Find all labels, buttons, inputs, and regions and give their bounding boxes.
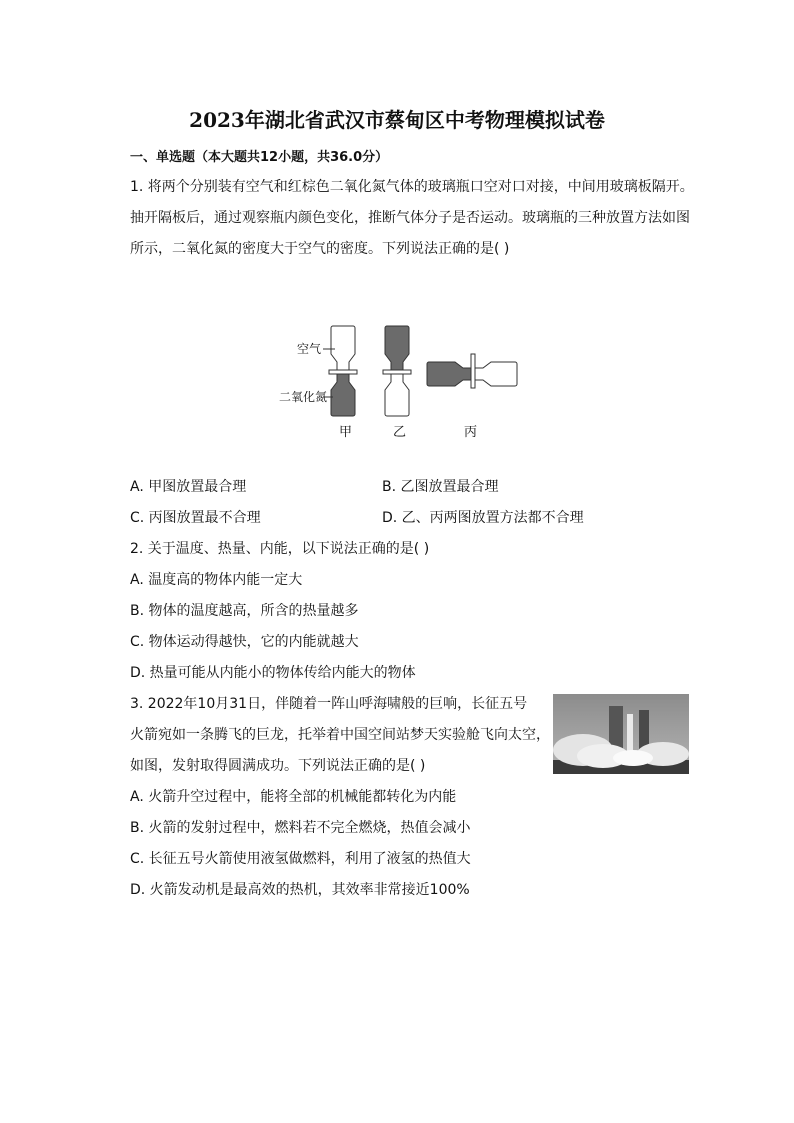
question-1-line-3: 所示，二氧化氮的密度大于空气的密度。下列说法正确的是( ) — [130, 241, 510, 257]
q1-option-d: D. 乙、丙两图放置方法都不合理 — [382, 510, 584, 526]
q2-option-a: A. 温度高的物体内能一定大 — [130, 572, 303, 588]
q2-option-b: B. 物体的温度越高，所含的热量越多 — [130, 603, 359, 619]
label-no2: 二氧化氮 — [279, 390, 328, 404]
bottle-set-yi — [383, 326, 411, 416]
q2-option-c: C. 物体运动得越快，它的内能就越大 — [130, 634, 359, 650]
section-heading: 一、单选题（本大题共12小题，共36.0分） — [130, 150, 389, 165]
bottle-set-jia — [329, 326, 357, 416]
q1-option-a: A. 甲图放置最合理 — [130, 479, 247, 495]
page-title: 2023年湖北省武汉市蔡甸区中考物理模拟试卷 — [189, 108, 605, 132]
rocket-launch-photo — [553, 694, 689, 774]
q3-option-c: C. 长征五号火箭使用液氢做燃料，利用了液氢的热值大 — [130, 851, 471, 867]
label-air: 空气 — [297, 342, 322, 356]
question-3-line-2: 火箭宛如一条腾飞的巨龙，托举着中国空间站梦天实验舱飞向太空， — [130, 727, 550, 743]
q3-option-a: A. 火箭升空过程中，能将全部的机械能都转化为内能 — [130, 789, 457, 805]
q1-option-b: B. 乙图放置最合理 — [382, 479, 499, 495]
question-1-line-1: 1. 将两个分别装有空气和红棕色二氧化氮气体的玻璃瓶口空对口对接，中间用玻璃板隔开。 — [130, 179, 694, 195]
caption-bing: 丙 — [464, 425, 478, 440]
q3-option-d: D. 火箭发动机是最高效的热机，其效率非常接近100% — [130, 882, 470, 898]
question-3-line-3: 如图，发射取得圆满成功。下列说法正确的是( ) — [130, 758, 426, 774]
gas-diffusion-figure — [275, 318, 535, 444]
caption-jia: 甲 — [339, 425, 353, 440]
q1-option-c: C. 丙图放置最不合理 — [130, 510, 261, 526]
question-1-line-2: 抽开隔板后，通过观察瓶内颜色变化，推断气体分子是否运动。玻璃瓶的三种放置方法如图 — [130, 210, 690, 226]
bottle-set-bing — [427, 354, 517, 388]
question-3-line-1: 3. 2022年10月31日，伴随着一阵山呼海啸般的巨响，长征五号 — [130, 696, 528, 712]
q3-option-b: B. 火箭的发射过程中，燃料若不完全燃烧，热值会减小 — [130, 820, 471, 836]
bottle-diagram — [275, 318, 535, 444]
q2-option-d: D. 热量可能从内能小的物体传给内能大的物体 — [130, 665, 416, 681]
caption-yi: 乙 — [393, 425, 407, 440]
question-2-line-1: 2. 关于温度、热量、内能，以下说法正确的是( ) — [130, 541, 430, 557]
